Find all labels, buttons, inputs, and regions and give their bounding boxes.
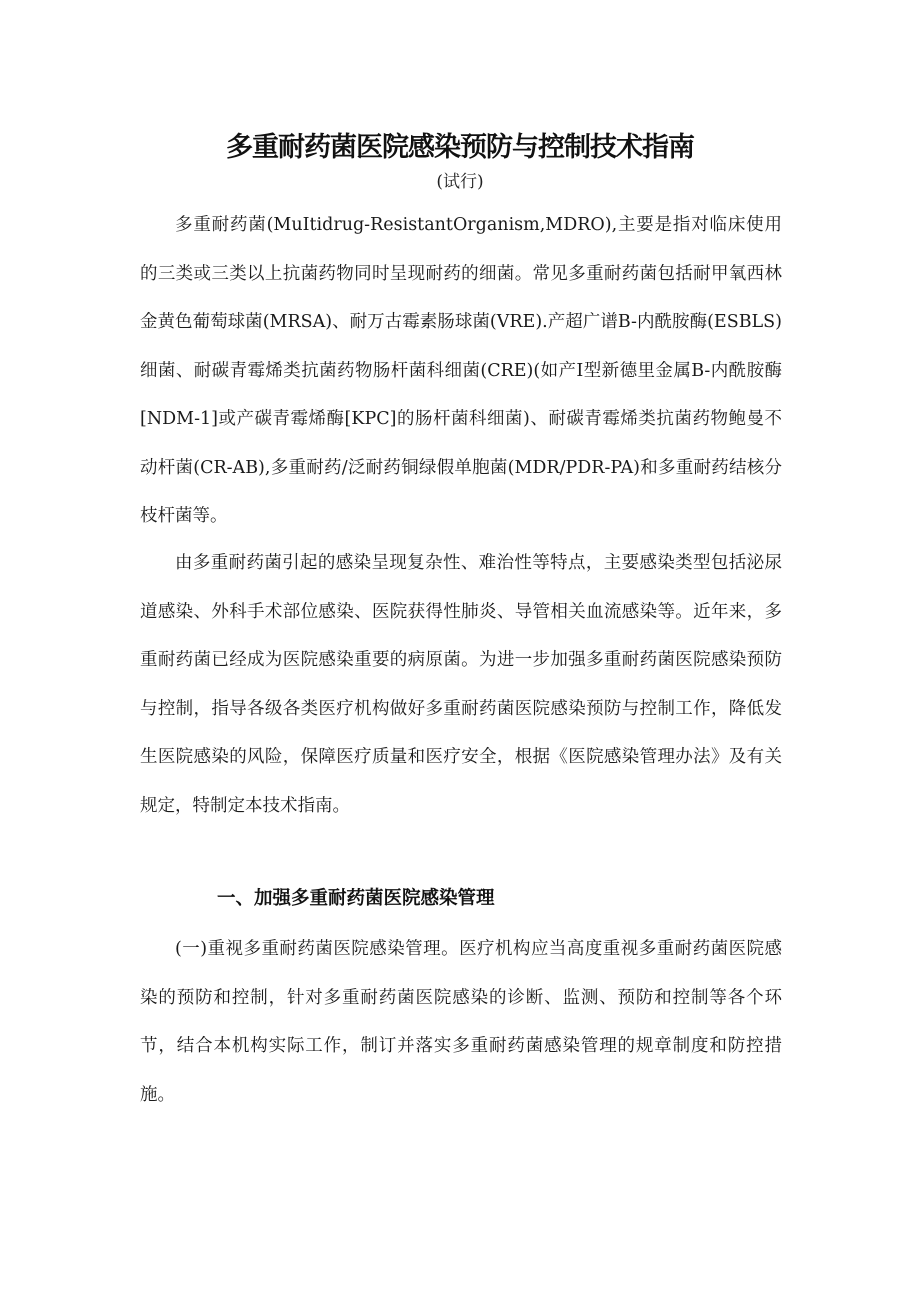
body-paragraph-management-1: (一)重视多重耐药菌医院感染管理。医疗机构应当高度重视多重耐药菌医院感染的预防和控制，针对多重耐药菌医院感染的诊断、监测、预防和控制等各个环节，结合本机构实际工作，制订并落实多重耐药菌感染管理的规章制度和防控措施。 <box>140 939 782 1105</box>
body-paragraph-background: 由多重耐药菌引起的感染呈现复杂性、难治性等特点，主要感染类型包括泌尿道感染、外科手术部位感染、医院获得性肺炎、导管相关血流感染等。近年来，多重耐药菌已经成为医院感染重要的病原菌。为进一步加强多重耐药菌医院感染预防与控制，指导各级各类医疗机构做好多重耐药菌医院感染预防与控制工作，降低发生医院感染的风险，保障医疗质量和医疗安全，根据《医院感染管理办法》及有关规定，特制定本技术指南。 <box>140 553 782 816</box>
document-title: 多重耐药菌医院感染预防与控制技术指南 <box>226 132 694 164</box>
body-paragraph-mdro-definition: 多重耐药菌(MuItidrug-ResistantOrganism,MDRO),主要是指对临床使用的三类或三类以上抗菌药物同时呈现耐药的细菌。常见多重耐药菌包括耐甲氧西林金黄色葡萄球菌(MRSA)、耐万古霉素肠球菌(VRE).产超广谱B-内酰胺酶(ESBLS)细菌、耐碳青霉烯类抗菌药物肠杆菌科细菌(CRE)(如产Ⅰ型新德里金属B-内酰胺酶[NDM-1]或产碳青霉烯酶[KPC]的肠杆菌科细菌)、耐碳青霉烯类抗菌药物鲍曼不动杆菌(CR-AB),多重耐药/泛耐药铜绿假单胞菌(MDR/PDR-PA)和多重耐药结核分枝杆菌等。 <box>140 215 782 526</box>
section-heading-management: 一、加强多重耐药菌医院感染管理 <box>217 888 495 909</box>
document-subtitle: (试行) <box>436 172 484 192</box>
